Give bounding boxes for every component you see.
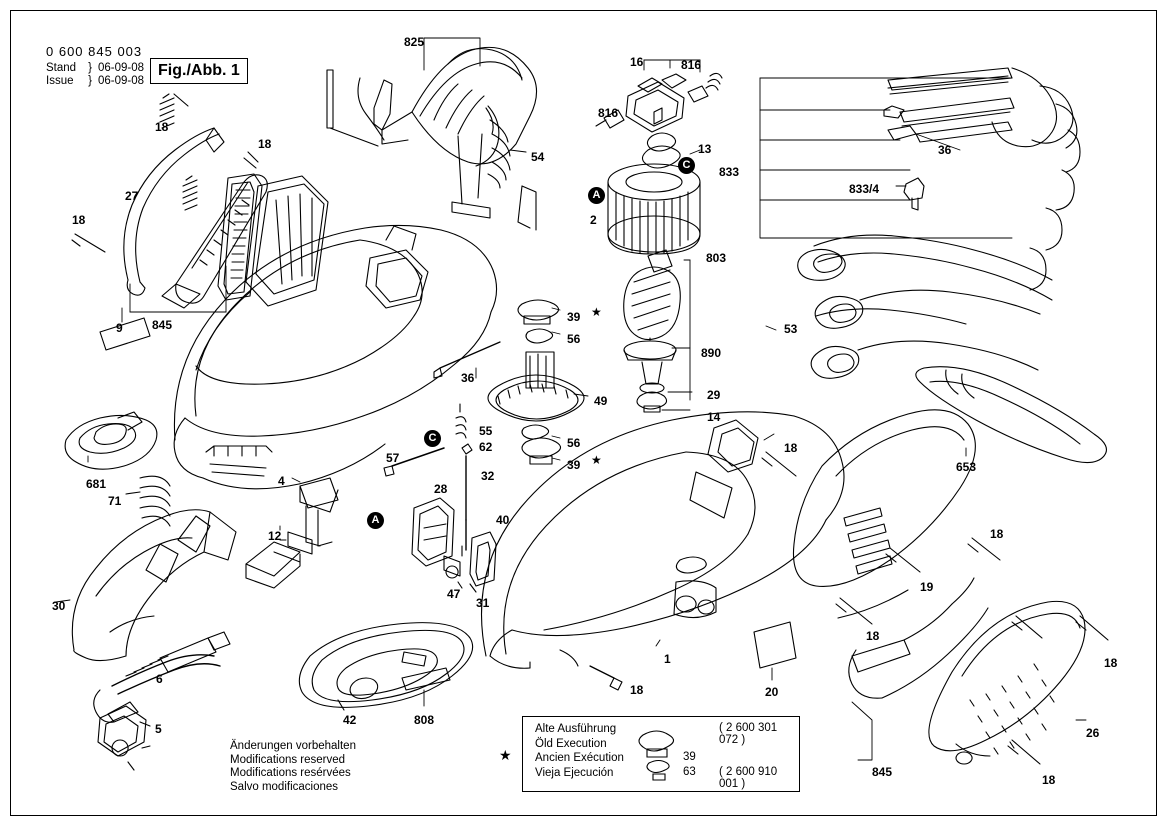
legend-en: Öld Execution	[535, 737, 607, 750]
issue-date: 06-09-08	[98, 75, 145, 87]
callout-36-a: 36	[938, 143, 952, 157]
callout-54: 54	[531, 150, 545, 164]
callout-18-i: 18	[1042, 773, 1056, 787]
callout-26: 26	[1086, 726, 1100, 740]
callout-2: 2	[590, 213, 597, 227]
callout-18-h: 18	[630, 683, 644, 697]
callout-39-a: 39	[567, 310, 581, 324]
callout-40: 40	[496, 513, 510, 527]
callout-18-d: 18	[784, 441, 798, 455]
callout-833-4: 833/4	[849, 182, 880, 196]
callout-825: 825	[404, 35, 425, 49]
callout-833: 833	[719, 165, 740, 179]
callout-18-b: 18	[258, 137, 272, 151]
callout-71: 71	[108, 494, 122, 508]
callout-18-a: 18	[155, 120, 169, 134]
revision-block: Stand } 06-09-08 Issue } 06-09-08	[46, 62, 145, 87]
legend-es: Vieja Ejecución	[535, 766, 614, 779]
callout-53: 53	[784, 322, 798, 336]
disclaimer-fr: Modifications resérvées	[230, 767, 351, 779]
callout-681: 681	[86, 477, 107, 491]
callout-20: 20	[765, 685, 779, 699]
callout-56-b: 56	[567, 436, 581, 450]
callout-12: 12	[268, 529, 282, 543]
callout-28: 28	[434, 482, 448, 496]
stand-label: Stand	[46, 62, 77, 74]
callout-808: 808	[414, 713, 435, 727]
marker-a-stator: A	[588, 187, 605, 204]
callout-62: 62	[479, 440, 493, 454]
callout-30: 30	[52, 599, 66, 613]
callout-16: 16	[630, 55, 644, 69]
legend-artwork	[523, 717, 801, 793]
callout-42: 42	[343, 713, 357, 727]
callout-36-b: 36	[461, 371, 475, 385]
callout-18-f: 18	[866, 629, 880, 643]
callout-845-right: 845	[872, 765, 893, 779]
callout-18-g: 18	[1104, 656, 1118, 670]
stand-date: 06-09-08	[98, 62, 145, 74]
legend-de: Alte Ausführung	[535, 723, 617, 735]
legend-ref-2: ( 2 600 910 001 )	[719, 766, 778, 790]
disclaimer-de: Änderungen vorbehalten	[230, 740, 356, 752]
marker-a-wire: A	[367, 512, 384, 529]
callout-18-e: 18	[990, 527, 1004, 541]
legend-ref-1: ( 2 600 301 072 )	[719, 722, 778, 746]
marker-c-rod: C	[424, 430, 441, 447]
marker-c-stator: C	[678, 157, 695, 174]
callout-57: 57	[386, 451, 400, 465]
callout-14: 14	[707, 410, 721, 424]
callout-27: 27	[125, 189, 139, 203]
callout-39-b: 39	[567, 458, 581, 472]
callout-29: 29	[707, 388, 721, 402]
issue-label: Issue	[46, 75, 74, 87]
figure-title: Fig./Abb. 1	[158, 62, 240, 79]
callout-31: 31	[476, 596, 490, 610]
callout-55: 55	[479, 424, 493, 438]
callout-32: 32	[481, 469, 495, 483]
star-marker-39-b: ★	[591, 453, 602, 467]
disclaimer-en: Modifications reserved	[230, 753, 346, 766]
callout-18-c: 18	[72, 213, 86, 227]
callout-56-a: 56	[567, 332, 581, 346]
legend-box	[499, 716, 800, 792]
callout-19: 19	[920, 580, 934, 594]
callout-49: 49	[594, 394, 608, 408]
callout-9: 9	[116, 321, 123, 335]
callout-5: 5	[155, 722, 162, 736]
legend-fr: Ancien Exécution	[535, 752, 624, 764]
callout-816-left: 816	[598, 106, 619, 120]
callout-4: 4	[278, 474, 285, 488]
disclaimer-note	[230, 740, 356, 794]
legend-star-icon: ★	[499, 747, 512, 763]
callout-1: 1	[664, 652, 671, 666]
callout-845-left: 845	[152, 318, 173, 332]
callout-890: 890	[701, 346, 722, 360]
callout-803: 803	[706, 251, 727, 265]
part-number: 0 600 845 003	[46, 44, 143, 59]
callout-653: 653	[956, 460, 977, 474]
callout-47: 47	[447, 587, 461, 601]
callout-816-top: 816	[681, 58, 702, 72]
star-marker-39-a: ★	[591, 305, 602, 319]
disclaimer-es: Salvo modificaciones	[230, 780, 339, 793]
legend-num-63: 63	[683, 766, 696, 778]
callout-13: 13	[698, 142, 712, 156]
callout-6: 6	[156, 672, 163, 686]
legend-num-39: 39	[683, 751, 696, 763]
